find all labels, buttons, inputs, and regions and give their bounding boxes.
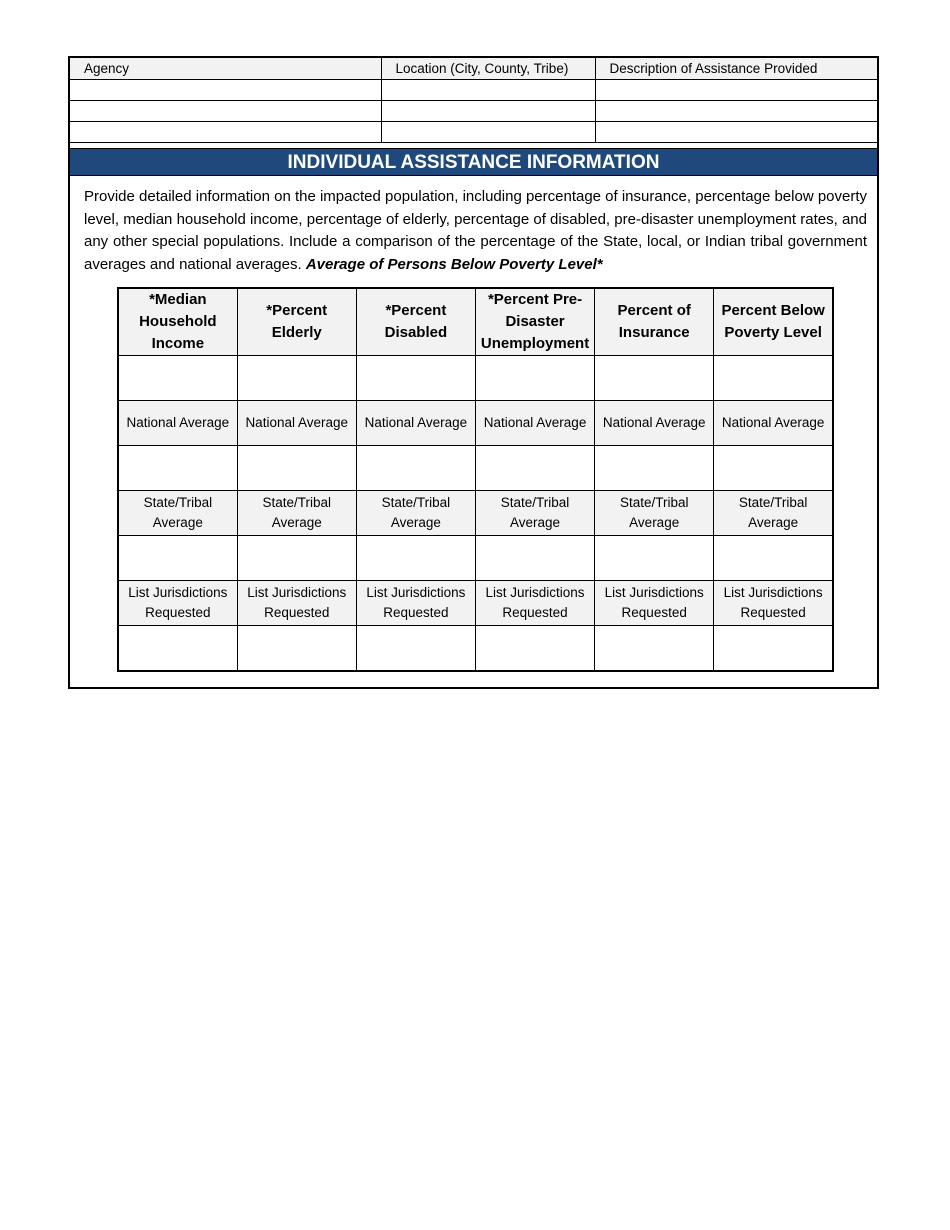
state-tribal-average-input-row — [118, 536, 833, 581]
state-tribal-average-label: State/Tribal Average — [475, 491, 594, 536]
national-average-input[interactable] — [595, 446, 714, 491]
agency-row — [70, 121, 877, 142]
national-average-label: National Average — [714, 401, 833, 446]
percent-poverty-header: Percent Below Poverty Level — [714, 288, 833, 356]
median-household-income-input[interactable] — [118, 356, 237, 401]
state-tribal-average-input[interactable] — [595, 536, 714, 581]
percent-disabled-header: *Percent Disabled — [356, 288, 475, 356]
location-cell[interactable] — [381, 121, 595, 142]
agency-row — [70, 100, 877, 121]
agency-cell[interactable] — [70, 121, 381, 142]
agency-cell[interactable] — [70, 79, 381, 100]
agency-row — [70, 79, 877, 100]
ia-table-header — [118, 288, 833, 356]
state-tribal-average-label-row — [118, 491, 833, 536]
state-tribal-average-input[interactable] — [475, 536, 594, 581]
national-average-input[interactable] — [475, 446, 594, 491]
state-tribal-average-label: State/Tribal Average — [595, 491, 714, 536]
percent-disabled-input[interactable] — [356, 356, 475, 401]
state-tribal-average-input[interactable] — [356, 536, 475, 581]
national-average-input[interactable] — [714, 446, 833, 491]
state-tribal-average-input[interactable] — [714, 536, 833, 581]
national-average-input-row — [118, 446, 833, 491]
national-average-label: National Average — [475, 401, 594, 446]
median-household-income-header: *Median Household Income — [118, 288, 237, 356]
jurisdictions-requested-label: List Jurisdictions Requested — [475, 581, 594, 626]
percent-elderly-input[interactable] — [237, 356, 356, 401]
national-average-input[interactable] — [356, 446, 475, 491]
description-cell[interactable] — [595, 121, 877, 142]
jurisdictions-requested-input[interactable] — [118, 626, 237, 671]
section-title-banner: INDIVIDUAL ASSISTANCE INFORMATION — [70, 148, 877, 176]
individual-assistance-form — [68, 56, 879, 689]
state-tribal-average-input[interactable] — [237, 536, 356, 581]
national-average-input[interactable] — [237, 446, 356, 491]
agency-cell[interactable] — [70, 100, 381, 121]
state-tribal-average-label: State/Tribal Average — [237, 491, 356, 536]
jurisdictions-requested-label: List Jurisdictions Requested — [237, 581, 356, 626]
description-text: Provide detailed information on the impacted population, including percentage of insurance, percentage below poverty level, median household income, percentage of elderly, percentage of disabled, pre-disaster unemployment rates, and any other special populations. Include a comparison of the percentage of the State, local, or Indian tribal government averages and national averages. — [84, 188, 868, 274]
agency-table-header — [70, 58, 877, 79]
national-average-label-row — [118, 401, 833, 446]
percent-insurance-header: Percent of Insurance — [595, 288, 714, 356]
state-tribal-average-input[interactable] — [118, 536, 237, 581]
jurisdictions-input-row — [118, 626, 833, 671]
percent-poverty-input[interactable] — [714, 356, 833, 401]
jurisdictions-requested-label: List Jurisdictions Requested — [356, 581, 475, 626]
jurisdictions-requested-label: List Jurisdictions Requested — [118, 581, 237, 626]
national-average-label: National Average — [356, 401, 475, 446]
jurisdictions-requested-input[interactable] — [237, 626, 356, 671]
ia-input-row — [118, 356, 833, 401]
percent-unemployment-header: *Percent Pre-Disaster Unemployment — [475, 288, 594, 356]
individual-assistance-table — [117, 287, 834, 672]
percent-unemployment-input[interactable] — [475, 356, 594, 401]
percent-elderly-header: *Percent Elderly — [237, 288, 356, 356]
agency-table — [70, 58, 877, 143]
location-cell[interactable] — [381, 100, 595, 121]
national-average-label: National Average — [118, 401, 237, 446]
description-emphasis: Average of Persons Below Poverty Level* — [305, 256, 603, 274]
jurisdictions-requested-label: List Jurisdictions Requested — [595, 581, 714, 626]
jurisdictions-requested-input[interactable] — [595, 626, 714, 671]
description-cell[interactable] — [595, 100, 877, 121]
jurisdictions-requested-input[interactable] — [475, 626, 594, 671]
location-cell[interactable] — [381, 79, 595, 100]
description-cell[interactable] — [595, 79, 877, 100]
jurisdictions-requested-input[interactable] — [714, 626, 833, 671]
section-description — [84, 186, 867, 277]
description-header: Description of Assistance Provided — [595, 58, 877, 79]
national-average-label: National Average — [237, 401, 356, 446]
state-tribal-average-label: State/Tribal Average — [714, 491, 833, 536]
location-header: Location (City, County, Tribe) — [381, 58, 595, 79]
jurisdictions-requested-input[interactable] — [356, 626, 475, 671]
agency-header: Agency — [70, 58, 381, 79]
percent-insurance-input[interactable] — [595, 356, 714, 401]
national-average-input[interactable] — [118, 446, 237, 491]
national-average-label: National Average — [595, 401, 714, 446]
state-tribal-average-label: State/Tribal Average — [118, 491, 237, 536]
state-tribal-average-label: State/Tribal Average — [356, 491, 475, 536]
jurisdictions-requested-label: List Jurisdictions Requested — [714, 581, 833, 626]
jurisdictions-label-row — [118, 581, 833, 626]
